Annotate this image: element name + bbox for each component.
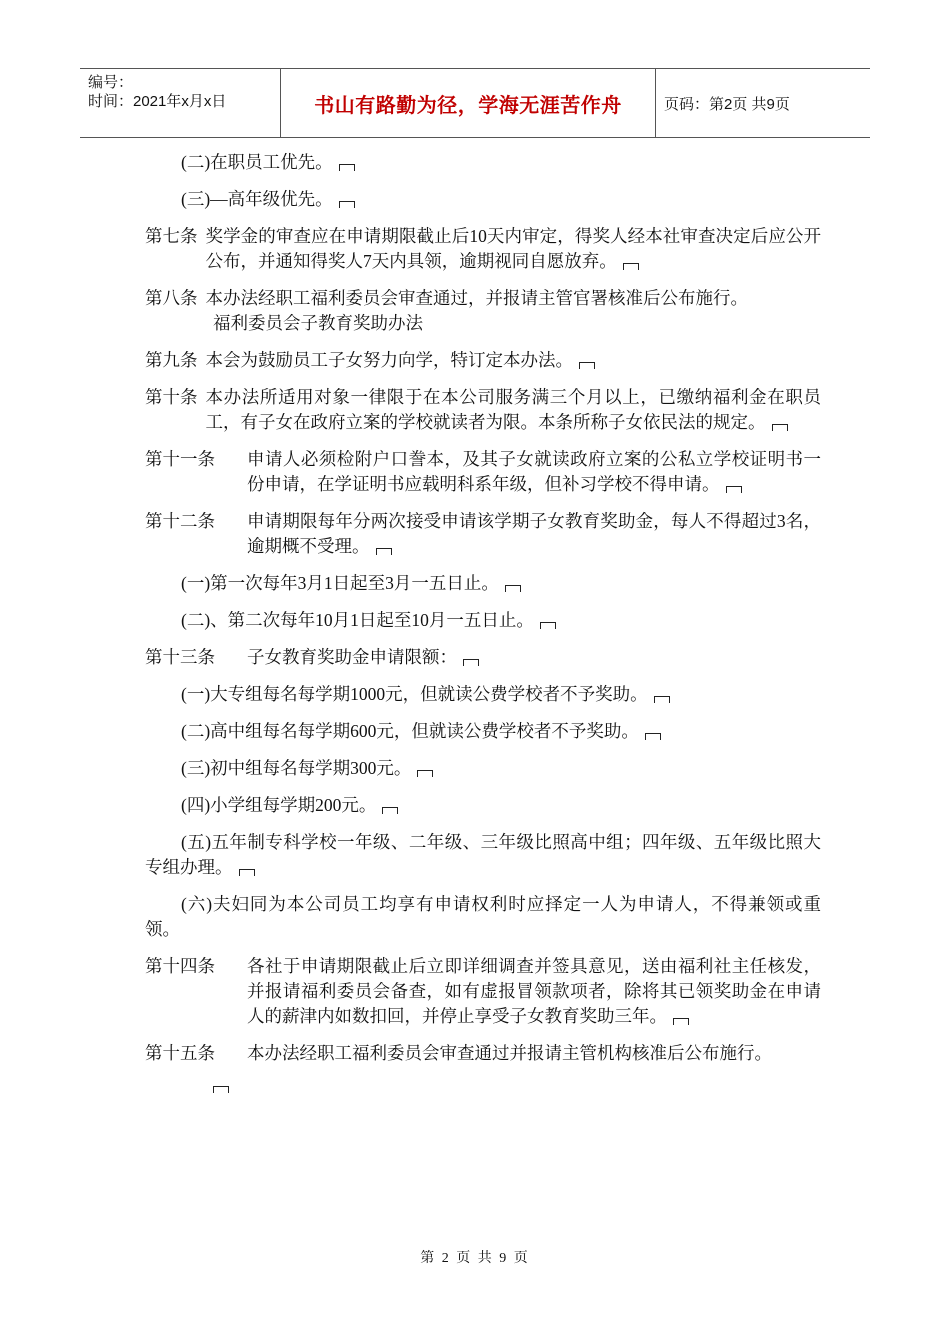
- article-text: 本办法所适用对象一律限于在本公司服务满三个月以上，已缴纳福利金在职员工，有子女在政府立案的学校就读者为限。本条所称子女依民法的规定。: [205, 387, 821, 432]
- article-13: [145, 645, 821, 670]
- clause-item: (一)大专组每名每学期1000元，但就读公费学校者不予奖助。: [145, 682, 821, 707]
- header-page-label: 页码：第2页 共9页: [664, 96, 790, 113]
- paragraph-mark-icon: [726, 486, 742, 493]
- header-motto: 书山有路勤为径，学海无涯苦作舟: [280, 69, 656, 137]
- clause-item: (三)—高年级优先。: [145, 187, 821, 212]
- paragraph-mark-icon: [654, 696, 670, 703]
- article-text: 子女教育奖助金申请限额：: [247, 647, 457, 667]
- section-title: 福利委员会子教育奖助办法: [213, 313, 423, 333]
- article-number: 第九条: [145, 350, 198, 370]
- paragraph-mark-icon: [540, 622, 556, 629]
- article-text: 本会为鼓励员工子女努力向学，特订定本办法。: [205, 350, 573, 370]
- paragraph-mark-icon: [673, 1018, 689, 1025]
- paragraph-mark-icon: [579, 362, 595, 369]
- article-number: 第十三条: [145, 647, 215, 667]
- article-number: 第十四条: [145, 956, 215, 976]
- article-text: 奖学金的审查应在申请期限截止后10天内审定，得奖人经本社审查决定后应公开公布，并通知得奖人7天内具领，逾期视同自愿放弃。: [205, 226, 821, 271]
- paragraph-mark-icon: [339, 164, 355, 171]
- document-body: [145, 150, 821, 1097]
- article-text: 本办法经职工福利委员会审查通过并报请主管机构核准后公布施行。: [247, 1043, 772, 1063]
- clause-item: (二)高中组每名每学期600元，但就读公费学校者不予奖助。: [145, 719, 821, 744]
- page-header: [80, 68, 870, 138]
- paragraph-mark-icon: [772, 424, 788, 431]
- article-text: 申请期限每年分两次接受申请该学期子女教育奖助金，每人不得超过3名，逾期概不受理。: [247, 511, 821, 556]
- number-label: 编号：: [88, 74, 134, 91]
- article-10: [145, 385, 821, 435]
- article-number: 第十条: [145, 387, 198, 407]
- clause-item: (五)五年制专科学校一年级、二年级、三年级比照高中组；四年级、五年级比照大专组办理。: [145, 832, 821, 877]
- article-text: 各社于申请期限截止后立即详细调查并签具意见，送由福利社主任核发，并报请福利委员会备查，如有虚报冒领款项者，除将其已领奖助金在申请人的薪津内如数扣回，并停止享受子女教育奖助三年。: [247, 956, 821, 1026]
- article-8: [145, 286, 821, 311]
- article-number: 第十一条: [145, 449, 215, 469]
- paragraph-mark-icon: [239, 869, 255, 876]
- paragraph-mark-icon: [463, 659, 479, 666]
- clause-item: (四)小学组每学期200元。: [145, 793, 821, 818]
- article-7: [145, 224, 821, 274]
- paragraph-mark-icon: [213, 1086, 229, 1093]
- paragraph-mark-icon: [382, 807, 398, 814]
- paragraph-mark-icon: [376, 548, 392, 555]
- clause-item: (一)第一次每年3月1日起至3月一五日止。: [145, 571, 821, 596]
- time-label: 时间：2021年x月x日: [88, 93, 227, 110]
- paragraph-mark-icon: [339, 201, 355, 208]
- clause-item: (三)初中组每名每学期300元。: [145, 756, 821, 781]
- article-number: 第十五条: [145, 1043, 215, 1063]
- article-11: [145, 447, 821, 497]
- paragraph-mark-icon: [417, 770, 433, 777]
- article-15: [145, 1041, 821, 1066]
- article-14: [145, 954, 821, 1029]
- article-text: 申请人必须检附户口誊本，及其子女就读政府立案的公私立学校证明书一份申请，在学证明书应载明科系年级，但补习学校不得申请。: [247, 449, 821, 494]
- article-number: 第八条: [145, 288, 198, 308]
- article-number: 第七条: [145, 226, 198, 246]
- header-meta: [88, 73, 226, 111]
- article-number: 第十二条: [145, 511, 215, 531]
- page-footer: 第 2 页 共 9 页: [420, 1251, 530, 1266]
- clause-item: (二)、第二次每年10月1日起至10月一五日止。: [145, 608, 821, 633]
- article-12: [145, 509, 821, 559]
- article-9: [145, 348, 821, 373]
- clause-item: (六)夫妇同为本公司员工均享有申请权利时应择定一人为申请人，不得兼领或重领。: [145, 894, 821, 939]
- paragraph-mark-icon: [505, 585, 521, 592]
- paragraph-mark-icon: [623, 263, 639, 270]
- paragraph-mark-icon: [645, 733, 661, 740]
- article-text: 本办法经职工福利委员会审查通过，并报请主管官署核准后公布施行。: [205, 288, 748, 308]
- clause-item: (二)在职员工优先。: [145, 150, 821, 175]
